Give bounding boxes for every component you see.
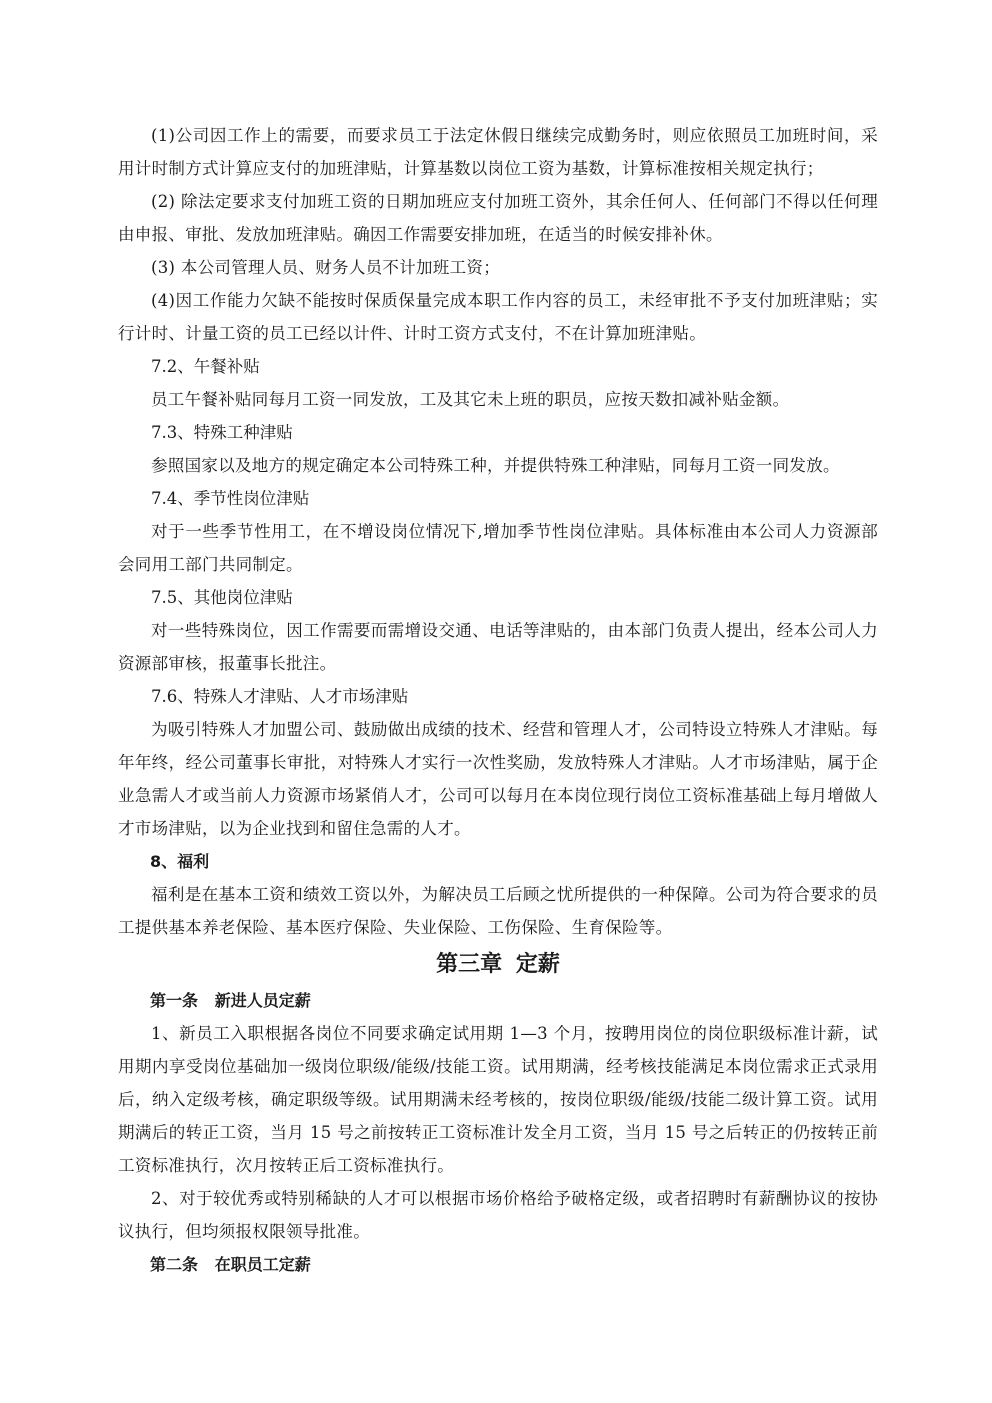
heading-talent-allowance: 7.6、特殊人才津贴、人才市场津贴 [151,687,409,706]
paragraph-other-allowance: 对一些特殊岗位，因工作需要而需增设交通、电话等津贴的，由本部门负责人提出，经本公司人力资源部审核，报董事长批注。 [118,621,878,673]
article-2-title: 第二条 在职员工定薪 [150,1255,311,1274]
paragraph-seasonal-allowance: 对于一些季节性用工，在不增设岗位情况下,增加季节性岗位津贴。具体标准由本公司人力资源部会同用工部门共同制定。 [118,522,878,574]
paragraph-overtime-2: (2) 除法定要求支付加班工资的日期加班应支付加班工资外，其余任何人、任何部门不得以任何理由申报、审批、发放加班津贴。确因工作需要安排加班，在适当的时候安排补休。 [118,192,878,244]
paragraph-lunch-allowance: 员工午餐补贴同每月工资一同发放，工及其它未上班的职员，应按天数扣减补贴金额。 [151,390,790,409]
heading-lunch-allowance: 7.2、午餐补贴 [151,357,260,376]
paragraph-overtime-1: (1)公司因工作上的需要，而要求员工于法定休假日继续完成勤务时，则应依照员工加班时间，采用计时制方式计算应支付的加班津贴，计算基数以岗位工资为基数，计算标准按相关规定执行； [118,126,878,178]
paragraph-overtime-3: (3) 本公司管理人员、财务人员不计加班工资； [151,258,501,277]
article-1-paragraph-2: 2、对于较优秀或特别稀缺的人才可以根据市场价格给予破格定级，或者招聘时有薪酬协议的按协议执行，但均须报权限领导批准。 [118,1189,878,1241]
heading-special-job-allowance: 7.3、特殊工种津贴 [151,423,293,442]
document-page [118,119,878,1281]
article-1-title: 第一条 新进人员定薪 [150,991,311,1010]
paragraph-talent-allowance: 为吸引特殊人才加盟公司、鼓励做出成绩的技术、经营和管理人才，公司特设立特殊人才津贴。每年年终，经公司董事长审批，对特殊人才实行一次性奖励，发放特殊人才津贴。人才市场津贴，属于企业急需人才或当前人力资源市场紧俏人才，公司可以每月在本岗位现行岗位工资标准基础上每月增做人才市场津贴，以为企业找到和留住急需的人才。 [118,720,878,838]
heading-welfare: 8、福利 [150,852,210,871]
heading-seasonal-allowance: 7.4、季节性岗位津贴 [151,489,310,508]
article-1-paragraph-1: 1、新员工入职根据各岗位不同要求确定试用期 1—3 个月，按聘用岗位的岗位职级标准计薪，试用期内享受岗位基础加一级岗位职级/能级/技能工资。试用期满，经考核技能满足本岗位需求正式录用后，纳入定级考核，确定职级等级。试用期满未经考核的，按岗位职级/能级/技能二级计算工资。试用期满后的转正工资，当月 15 号之前按转正工资标准计发全月工资，当月 15 号之后转正的仍按转正前工资标准执行，次月按转正后工资标准执行。 [118,1024,878,1175]
heading-other-allowance: 7.5、其他岗位津贴 [151,588,293,607]
paragraph-welfare: 福利是在基本工资和绩效工资以外，为解决员工后顾之忧所提供的一种保障。公司为符合要求的员工提供基本养老保险、基本医疗保险、失业保险、工伤保险、生育保险等。 [118,885,878,937]
chapter-title: 第三章 定薪 [436,952,560,977]
paragraph-special-job-allowance: 参照国家以及地方的规定确定本公司特殊工种，并提供特殊工种津贴，同每月工资一同发放。 [151,456,840,475]
paragraph-overtime-4: (4)因工作能力欠缺不能按时保质保量完成本职工作内容的员工，未经审批不予支付加班津贴；实行计时、计量工资的员工已经以计件、计时工资方式支付，不在计算加班津贴。 [118,291,878,343]
